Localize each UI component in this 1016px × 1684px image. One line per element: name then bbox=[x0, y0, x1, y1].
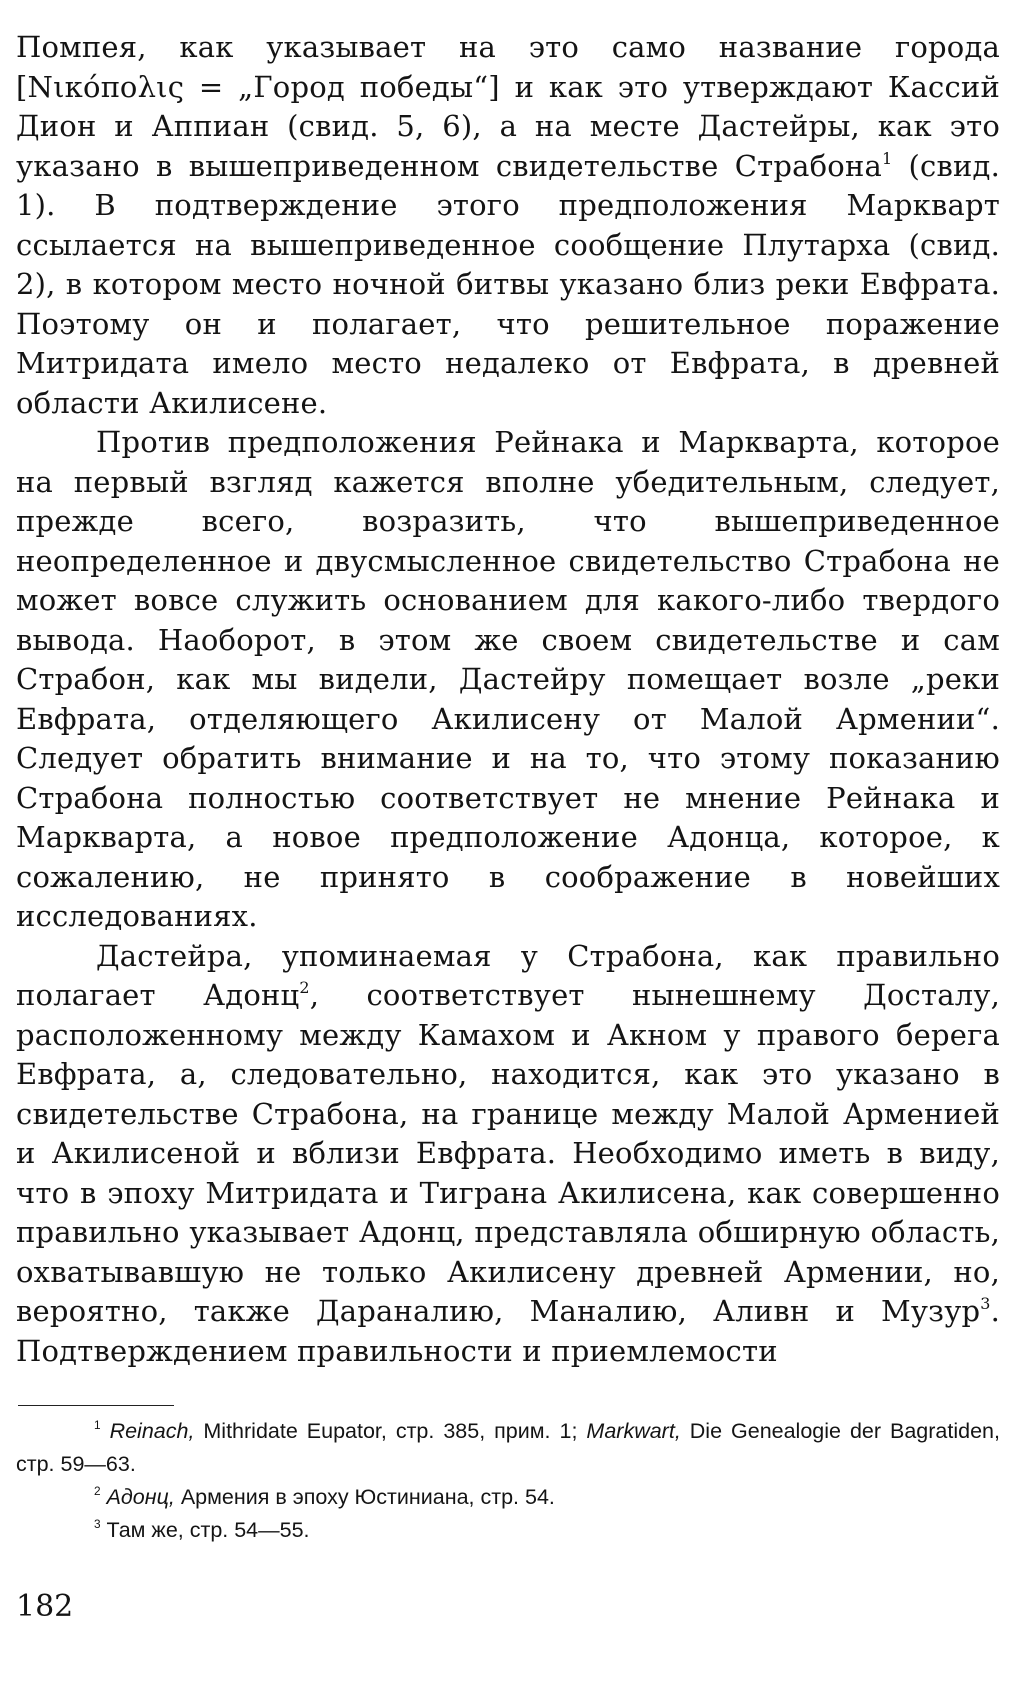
footnote-author: Адонц, bbox=[106, 1485, 175, 1509]
footnotes bbox=[16, 1415, 1000, 1547]
footnote-text: Там же, стр. 54—55. bbox=[100, 1518, 310, 1542]
footnote-mark: 1 bbox=[94, 1418, 101, 1433]
footnote-author: Markwart, bbox=[586, 1419, 681, 1443]
text-run: , соответствует нынешнему Досталу, расположенному между Камахом и Акном у правого берега Евфрата, а, следовательно, находится, как это указано в свидетельстве Страбона, на границе между Малой Арменией и Акилисеной и вблизи Евфрата. Необходимо иметь в виду, что в эпоху Митридата и Тиграна Акилисена, как совершенно правильно указывает Адонц, представляла обширную область, охватывавшую не только Акилисену древней Армении, но, вероятно, также Дараналию, Маналию, Аливн и Музур bbox=[16, 978, 1001, 1328]
footnote-ref-1: 1 bbox=[881, 148, 893, 168]
footnote-1 bbox=[16, 1415, 1000, 1481]
paragraph: Против предположения Рейнака и Маркварта, которое на первый взгляд кажется вполне убедительным, следует, прежде всего, возразить, что вышеприведенное неопределенное и двусмысленное свидетельство Страбона не может вовсе служить основанием для какого-либо твердого вывода. Наоборот, в этом же своем свидетельстве и сам Страбон, как мы видели, Дастейру помещает возле „реки Евфрата, отделяющего Акилисену от Малой Армении“. Следует обратить внимание и на то, что этому показанию Страбона полностью соответствует не мнение Рейнака и Маркварта, а новое предположение Адонца, которое, к сожалению, не принято в соображение в новейших исследованиях. bbox=[16, 425, 1000, 933]
footnote-author: Reinach, bbox=[109, 1419, 195, 1443]
paragraph bbox=[16, 937, 1000, 1372]
paragraph-continuation bbox=[16, 28, 1000, 423]
text-run: Дастейра, упоминаемая у Страбона, как правильно полагает Адонц bbox=[16, 938, 1000, 1012]
footnote-text: Mithridate Eupator, стр. 385, прим. 1; bbox=[194, 1419, 587, 1443]
page-number: 182 bbox=[16, 1589, 74, 1624]
main-text bbox=[16, 28, 1000, 1371]
footnote-mark: 3 bbox=[94, 1517, 101, 1532]
footnote-2 bbox=[16, 1481, 1000, 1514]
footnote-text: Die Genealogie der Bagratiden, стр. 59—63. bbox=[16, 1419, 1000, 1476]
footnote-3 bbox=[16, 1514, 1000, 1547]
text-run: Помпея, как указывает на это само название города [Νικόπολις = „Город победы“] и как это утверждают Кассий Дион и Аппиан (свид. 5, 6), а на месте Дастейры, как это указано в вышеприведенном свидетельстве Страбона bbox=[16, 30, 1000, 183]
footnote-ref-2: 2 bbox=[299, 978, 310, 998]
footnote-mark: 2 bbox=[94, 1484, 101, 1499]
footnote-separator bbox=[18, 1405, 174, 1406]
text-run: . Подтверждением правильности и приемлемости bbox=[16, 1294, 1000, 1368]
footnote-text: Армения в эпоху Юстиниана, стр. 54. bbox=[174, 1485, 555, 1509]
text-run: (свид. 1). В подтверждение этого предположения Маркварт ссылается на вышеприведенное сообщение Плутарха (свид. 2), в котором место ночной битвы указано близ реки Евфрата. Поэтому он и полагает, что решительное поражение Митридата имело место недалеко от Евфрата, в древней области Акилисене. bbox=[16, 148, 1000, 420]
footnote-ref-3: 3 bbox=[980, 1294, 991, 1314]
